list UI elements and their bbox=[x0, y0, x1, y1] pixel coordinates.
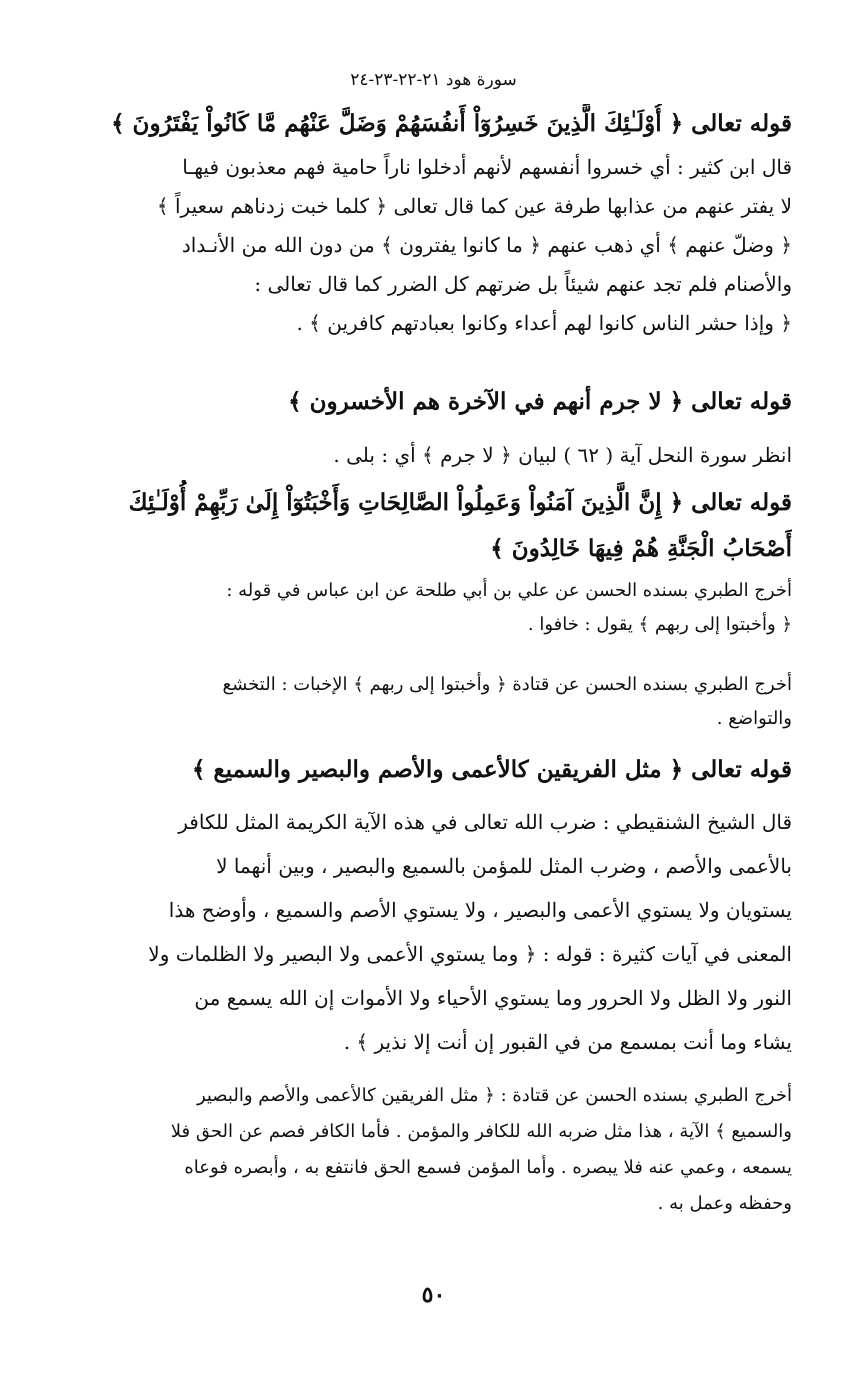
heading-line: قوله تعالى ﴿ أُوْلَـٰئِكَ الَّذِينَ خَسِرُوٓاْ أَنفُسَهُمْ وَضَلَّ عَنْهُم مَّا كَانُواْ يَفْتَرُونَ ﴾ bbox=[111, 110, 792, 137]
text-line: ﴿ وضلّ عنهم ﴾ أي ذهب عنهم ﴿ ما كانوا يفترون ﴾ من دون الله من الأنـداد bbox=[181, 233, 792, 257]
commentary-paragraph-5 bbox=[72, 1078, 792, 1222]
text-line: ﴿ وإذا حشر الناس كانوا لهم أعداء وكانوا بعبادتهم كافرين ﴾ . bbox=[296, 311, 792, 335]
text-line: والسميع ﴾ الآية ، هذا مثل ضربه الله للكافر والمؤمن . فأما الكافر فصم عن الحق فلا bbox=[170, 1121, 792, 1142]
text-line: المعنى في آيات كثيرة : قوله : ﴿ وما يستوي الأعمى ولا البصير ولا الظلمات ولا bbox=[148, 942, 792, 966]
commentary-paragraph-3a bbox=[72, 574, 792, 642]
text-line: أخرج الطبري بسنده الحسن عن قتادة ﴿ وأخبتوا إلى ربهم ﴾ الإخبات : التخشع bbox=[222, 674, 792, 695]
text-line: لا يفتر عنهم من عذابها طرفة عين كما قال تعالى ﴿ كلما خبت زدناهم سعيراً ﴾ bbox=[156, 194, 792, 218]
text-line: يستويان ولا يستوي الأعمى والبصير ، ولا يستوي الأصم والسميع ، وأوضح هذا bbox=[168, 898, 792, 922]
text-line: قال ابن كثير : أي خسروا أنفسهم لأنهم أدخلوا ناراً حامية فهم معذبون فيهـا bbox=[182, 155, 792, 179]
text-line: أخرج الطبري بسنده الحسن عن علي بن أبي طلحة عن ابن عباس في قوله : bbox=[226, 580, 792, 601]
page-number: ٥٠ bbox=[421, 1282, 446, 1308]
text-line: انظر سورة النحل آية ( ٦٢ ) لبيان ﴿ لا جرم ﴾ أي : بلى . bbox=[333, 443, 792, 467]
verse-heading-1 bbox=[72, 104, 792, 144]
heading-line: قوله تعالى ﴿ إِنَّ الَّذِينَ آمَنُواْ وَعَمِلُواْ الصَّالِحَاتِ وَأَخْبَتُوٓاْ إِلَىٰ رَبِّهِمْ أُوْلَـٰئِكَ bbox=[128, 489, 792, 516]
heading-line: أَصْحَابُ الْجَنَّةِ هُمْ فِيهَا خَالِدُونَ ﴾ bbox=[490, 535, 792, 562]
text-line: أخرج الطبري بسنده الحسن عن قتادة : ﴿ مثل الفريقين كالأعمى والأصم والبصير bbox=[196, 1085, 792, 1106]
commentary-paragraph-2 bbox=[72, 436, 792, 475]
text-line: والتواضع . bbox=[716, 708, 792, 729]
text-line: النور ولا الظل ولا الحرور وما يستوي الأحياء ولا الأموات إن الله يسمع من bbox=[194, 986, 792, 1010]
text-line: وحفظه وعمل به . bbox=[657, 1193, 792, 1214]
verse-heading-2 bbox=[72, 382, 792, 422]
commentary-paragraph-3b bbox=[72, 668, 792, 736]
verse-heading-3 bbox=[72, 480, 792, 572]
text-line: قال الشيخ الشنقيطي : ضرب الله تعالى في هذه الآية الكريمة المثل للكافر bbox=[178, 810, 792, 834]
text-line: والأصنام فلم تجد عنهم شيئاً بل ضرتهم كل الضرر كما قال تعالى : bbox=[254, 272, 792, 296]
commentary-paragraph-1 bbox=[72, 148, 792, 343]
text-line: بالأعمى والأصم ، وضرب المثل للمؤمن بالسميع والبصير ، وبين أنهما لا bbox=[216, 854, 792, 878]
running-header: سورة هود ٢١-٢٢-٢٣-٢٤ bbox=[350, 70, 517, 90]
heading-line: قوله تعالى ﴿ لا جرم أنهم في الآخرة هم الأخسرون ﴾ bbox=[288, 388, 792, 415]
commentary-paragraph-4 bbox=[72, 800, 792, 1064]
text-line: ﴿ وأخبتوا إلى ربهم ﴾ يقول : خافوا . bbox=[527, 614, 792, 635]
text-line: يشاء وما أنت بمسمع من في القبور إن أنت إلا نذير ﴾ . bbox=[343, 1030, 792, 1054]
text-line: يسمعه ، وعمي عنه فلا يبصره . وأما المؤمن فسمع الحق فانتفع به ، وأبصره فوعاه bbox=[184, 1157, 792, 1178]
heading-line: قوله تعالى ﴿ مثل الفريقين كالأعمى والأصم والبصير والسميع ﴾ bbox=[191, 756, 792, 783]
verse-heading-4 bbox=[72, 750, 792, 790]
